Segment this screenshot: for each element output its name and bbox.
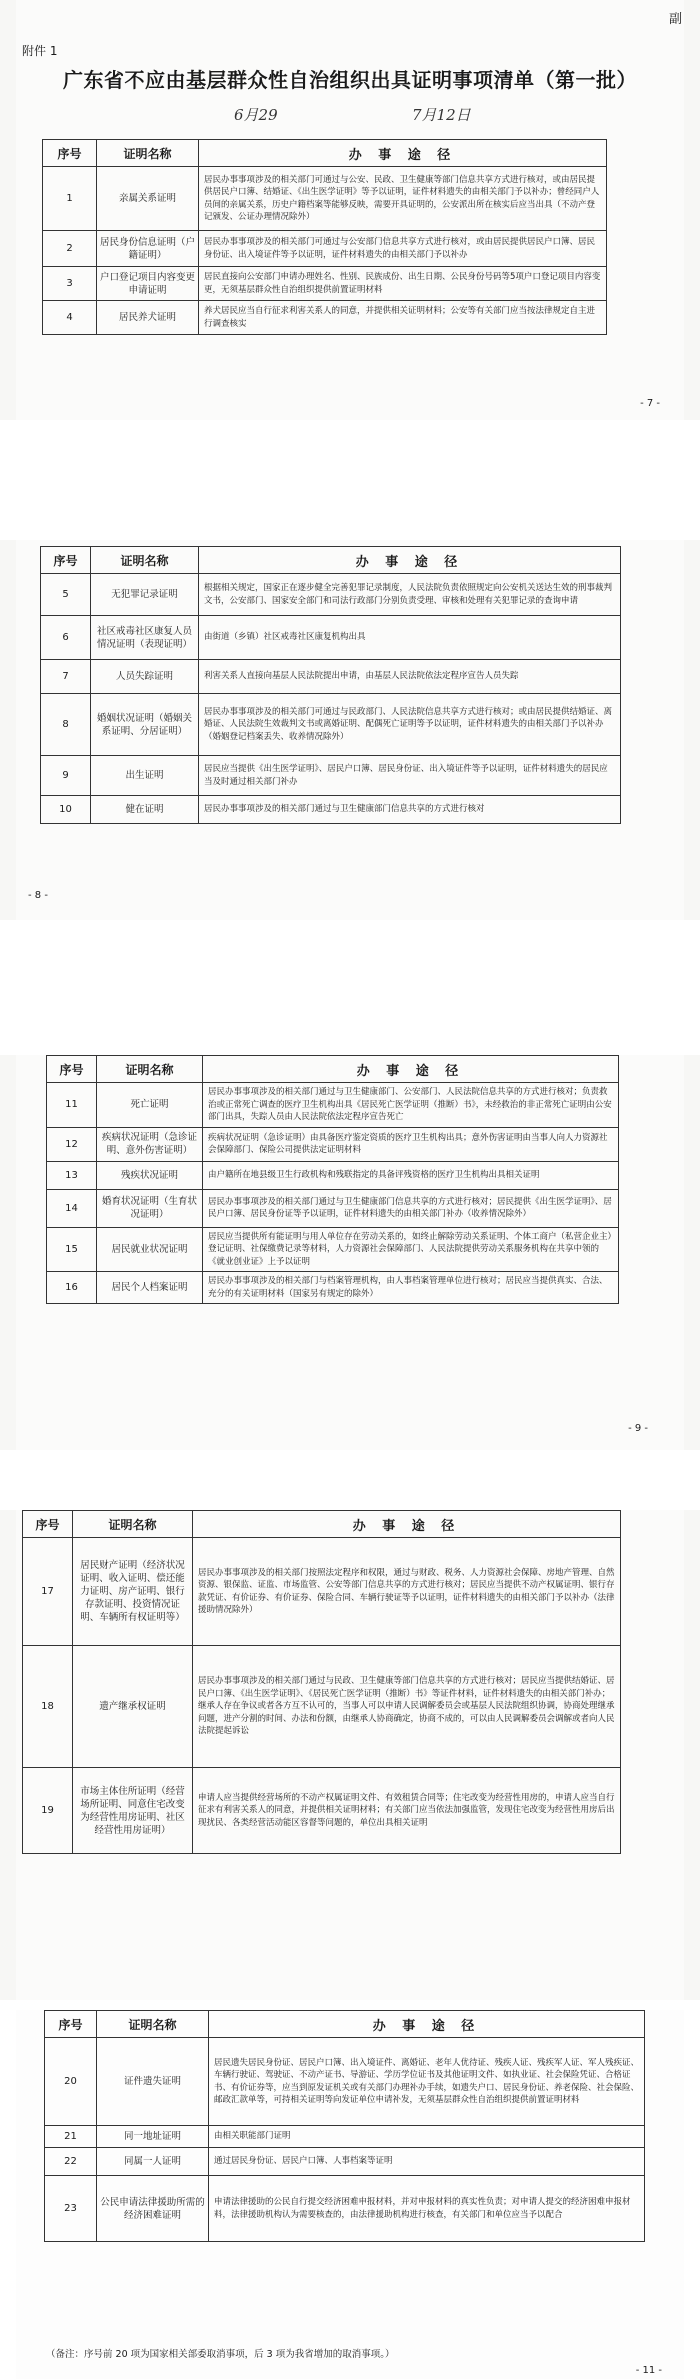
header-name: 证明名称 (91, 547, 199, 574)
header-way: 办 事 途 径 (199, 140, 607, 167)
row-number: 9 (41, 756, 91, 796)
table-row (43, 301, 607, 335)
handling-way: 利害关系人直接向基层人民法院提出申请，由基层人民法院依法定程序宣告人员失踪 (199, 660, 621, 694)
handling-way: 居民遗失居民身份证、居民户口簿、出入境证件、离婚证、老年人优待证、残疾人证、残疾军人证、军人残疾证、车辆行驶证、驾驶证、不动产证书、导游证、学历学位证书及其他证明文件、如执业证、社会保险凭证、合格证书、有价证券等，应当到原发证机关或有关部门办理补办手续，如遗失户口、居民身份证、养老保险、社会保险、邮政汇款单等，可持相关证明等向发证单位申请补发，无须基层群众性自治组织提供前置证明材料 (209, 2038, 645, 2126)
header-name: 证明名称 (97, 1056, 203, 1083)
row-number: 5 (41, 574, 91, 616)
certificate-name: 人员失踪证明 (91, 660, 199, 694)
handling-way: 申请人应当提供经营场所的不动产权属证明文件、有效租赁合同等；住宅改变为经营性用房的，申请人应当自行征求有利害关系人的同意，并提供相关证明材料；有关部门应当依法加强监管，发现住宅改变为经营性用房后出现扰民、各类经营活动能区容督等问题的，单位出具相关证明 (193, 1768, 621, 1854)
header-no: 序号 (47, 1056, 97, 1083)
handling-way: 居民办事事项涉及的相关部门按照法定程序和权限，通过与财政、税务、人力资源社会保障、房地产管理、自然资源、银保监、证监、市场监管、公安等部门信息共享的方式进行核对；居民应当提供不动产权属证明、银行存款凭证、有价证券、有价证券、保险合同、车辆行驶证等予以证明，证件材料遗失的由相关部门予以补办（法律援助情况除外） (193, 1538, 621, 1646)
page-sheet-4 (0, 1510, 700, 2000)
table-row (47, 1227, 619, 1272)
row-number: 1 (43, 167, 97, 231)
page-sheet-2 (0, 540, 700, 920)
header-way: 办 事 途 径 (203, 1056, 619, 1083)
certificate-name: 亲属关系证明 (97, 167, 199, 231)
certificate-name: 婚育状况证明（生育状况证明） (97, 1189, 203, 1227)
table-row (23, 1768, 621, 1854)
handling-way: 居民办事事项涉及的相关部门可通过与公安、民政、卫生健康等部门信息共享方式进行核对，或由居民提供居民户口簿、结婚证、《出生医学证明》等予以证明，证件材料遗失的由相关部门予以补办；曾经同户人员间的亲属关系，历史户籍档案等能够反映，需要开具证明的，公安派出所在核实后应当出具（不动产登记颁发、公证办理情况除外） (199, 167, 607, 231)
handling-way: 养犬居民应当自行征求利害关系人的同意，并提供相关证明材料；公安等有关部门应当按法律规定自主进行调查核实 (199, 301, 607, 335)
page-number: - 8 - (28, 890, 48, 901)
table-header-row (43, 140, 607, 167)
certificate-name: 居民个人档案证明 (97, 1272, 203, 1304)
row-number: 16 (47, 1272, 97, 1304)
page-sheet-3 (0, 1055, 700, 1450)
certificate-name: 残疾状况证明 (97, 1161, 203, 1189)
table-row (41, 574, 621, 616)
certificate-name: 出生证明 (91, 756, 199, 796)
page-number: - 7 - (640, 398, 660, 409)
header-name: 证明名称 (97, 2011, 209, 2038)
row-number: 17 (23, 1538, 73, 1646)
header-way: 办 事 途 径 (199, 547, 621, 574)
header-way: 办 事 途 径 (209, 2011, 645, 2038)
handling-way: 申请法律援助的公民自行提交经济困难申报材料，并对申报材料的真实性负责；对申请人提交的经济困难申报材料，法律援助机构认为需要核查的，由法律援助机构进行核查，有关部门和单位应当予以配合 (209, 2176, 645, 2242)
certificate-name: 遗产继承权证明 (73, 1646, 193, 1768)
handling-way: 居民应当提供所有能证明与用人单位存在劳动关系的，如终止解除劳动关系证明、个体工商户（私营企业主）登记证明、社保缴费记录等材料，人力资源社会保障部门、人民法院提供劳动关系服务机构在共享中领的《就业创业证》上予以证明 (203, 1227, 619, 1272)
row-number: 21 (45, 2126, 97, 2148)
table-row (41, 694, 621, 756)
table-header-row (41, 547, 621, 574)
certificate-table-page-8 (40, 546, 621, 824)
row-number: 22 (45, 2148, 97, 2176)
page-number: - 11 - (635, 2365, 662, 2376)
row-number: 2 (43, 231, 97, 267)
certificate-table-page-11 (44, 2010, 645, 2242)
corner-mark: 副 (668, 12, 682, 27)
table-row (45, 2038, 645, 2126)
handling-way: 居民直接向公安部门申请办理姓名、性别、民族成份、出生日期、公民身份号码等5项户口登记项目内容变更，无须基层群众性自治组织提供前置证明材料 (199, 267, 607, 301)
handling-way: 居民办事事项涉及的相关部门通过与卫生健康部门信息共享的方式进行核对；居民提供《出生医学证明》、居民户口簿、居民身份证等予以证明，证件材料遗失的由相关部门补办（收养情况除外） (203, 1189, 619, 1227)
certificate-table-page-7 (42, 139, 607, 335)
handling-way: 由相关职能部门证明 (209, 2126, 645, 2148)
certificate-name: 社区戒毒社区康复人员情况证明（表现证明） (91, 616, 199, 660)
page-sheet-5 (0, 2010, 700, 2379)
row-number: 3 (43, 267, 97, 301)
header-no: 序号 (23, 1511, 73, 1538)
certificate-name: 证件遗失证明 (97, 2038, 209, 2126)
row-number: 20 (45, 2038, 97, 2126)
row-number: 11 (47, 1083, 97, 1128)
certificate-name: 同一地址证明 (97, 2126, 209, 2148)
handling-way: 根据相关规定，国家正在逐步健全完善犯罪记录制度，人民法院负责依照规定向公安机关送达生效的刑事裁判文书，公安部门、国家安全部门和司法行政部门分别负责受理、审核和处理有关犯罪记录的查询申请 (199, 574, 621, 616)
handwritten-date-2: 7月12日 (412, 106, 471, 124)
handling-way: 居民应当提供《出生医学证明》、居民户口簿、居民身份证、出入境证件等予以证明，证件材料遗失的居民应当及时通过相关部门补办 (199, 756, 621, 796)
row-number: 8 (41, 694, 91, 756)
table-row (43, 167, 607, 231)
header-no: 序号 (43, 140, 97, 167)
table-row (41, 796, 621, 824)
certificate-name: 无犯罪记录证明 (91, 574, 199, 616)
certificate-table-page-9 (46, 1055, 619, 1304)
table-row (43, 231, 607, 267)
row-number: 14 (47, 1189, 97, 1227)
table-row (23, 1646, 621, 1768)
certificate-name: 居民身份信息证明（户籍证明） (97, 231, 199, 267)
table-row (47, 1127, 619, 1161)
handling-way: 居民办事事项涉及的相关部门通过与卫生健康部门信息共享的方式进行核对 (199, 796, 621, 824)
table-header-row (47, 1056, 619, 1083)
certificate-name: 居民养犬证明 (97, 301, 199, 335)
attachment-label: 附件 1 (22, 44, 58, 58)
certificate-name: 市场主体住所证明（经营场所证明、同意住宅改变为经营性用房证明、社区经营性用房证明） (73, 1768, 193, 1854)
header-no: 序号 (45, 2011, 97, 2038)
row-number: 18 (23, 1646, 73, 1768)
handling-way: 居民办事事项涉及的相关部门可通过与公安部门信息共享方式进行核对，或由居民提供居民户口簿、居民身份证、出入境证件等予以证明，证件材料遗失的由相关部门予以补办 (199, 231, 607, 267)
header-name: 证明名称 (73, 1511, 193, 1538)
row-number: 4 (43, 301, 97, 335)
table-header-row (23, 1511, 621, 1538)
table-row (41, 756, 621, 796)
page-sheet-1 (0, 0, 700, 420)
row-number: 10 (41, 796, 91, 824)
table-row (47, 1161, 619, 1189)
handling-way: 通过居民身份证、居民户口簿、人事档案等证明 (209, 2148, 645, 2176)
handwritten-date-1: 6月29 (234, 106, 278, 124)
header-way: 办 事 途 径 (193, 1511, 621, 1538)
certificate-name: 疾病状况证明（急诊证明、意外伤害证明） (97, 1127, 203, 1161)
certificate-name: 户口登记项目内容变更申请证明 (97, 267, 199, 301)
table-row (45, 2176, 645, 2242)
table-row (45, 2148, 645, 2176)
handling-way: 疾病状况证明（急诊证明）由具备医疗鉴定资质的医疗卫生机构出具；意外伤害证明由当事人向人力资源社会保障部门、保险公司提供法定证明材料 (203, 1127, 619, 1161)
footnote: （备注：序号前 20 项为国家相关部委取消事项，后 3 项为我省增加的取消事项。） (46, 2349, 395, 2360)
header-name: 证明名称 (97, 140, 199, 167)
table-row (43, 267, 607, 301)
certificate-name: 死亡证明 (97, 1083, 203, 1128)
handling-way: 由户籍所在地县级卫生行政机构和残联指定的具备评残资格的医疗卫生机构出具相关证明 (203, 1161, 619, 1189)
handling-way: 由街道（乡镇）社区戒毒社区康复机构出具 (199, 616, 621, 660)
row-number: 23 (45, 2176, 97, 2242)
certificate-table-page-10 (22, 1510, 621, 1854)
row-number: 15 (47, 1227, 97, 1272)
certificate-name: 健在证明 (91, 796, 199, 824)
page-number: - 9 - (628, 1423, 648, 1434)
table-row (47, 1083, 619, 1128)
row-number: 19 (23, 1768, 73, 1854)
table-row (47, 1272, 619, 1304)
row-number: 13 (47, 1161, 97, 1189)
table-row (41, 660, 621, 694)
row-number: 7 (41, 660, 91, 694)
certificate-name: 公民申请法律援助所需的经济困难证明 (97, 2176, 209, 2242)
handling-way: 居民办事事项涉及的相关部门与档案管理机构，由人事档案管理单位进行核对；居民应当提供真实、合法、充分的有关证明材料（国家另有规定的除外） (203, 1272, 619, 1304)
document-title: 广东省不应由基层群众性自治组织出具证明事项清单（第一批） (63, 68, 637, 92)
handling-way: 居民办事事项涉及的相关部门可通过与民政部门、人民法院信息共享方式进行核对；或由居民提供结婚证、离婚证、人民法院生效裁判文书或离婚证明、配偶死亡证明等予以证明，证件材料遗失的由相关部门予以补办（婚姻登记档案丢失、收养情况除外） (199, 694, 621, 756)
table-header-row (45, 2011, 645, 2038)
certificate-name: 居民就业状况证明 (97, 1227, 203, 1272)
handling-way: 居民办事事项涉及的相关部门通过与卫生健康部门、公安部门、人民法院信息共享的方式进行核对；负责救治或正常死亡调查的医疗卫生机构出具《居民死亡医学证明（推断）书》，未经救治的非正常死亡证明由公安部门出具，失踪人员由人民法院依法定程序宣告死亡 (203, 1083, 619, 1128)
table-row (23, 1538, 621, 1646)
certificate-name: 居民财产证明（经济状况证明、收入证明、偿还能力证明、房产证明、银行存款证明、投资情况证明、车辆所有权证明等） (73, 1538, 193, 1646)
table-row (47, 1189, 619, 1227)
table-row (41, 616, 621, 660)
certificate-name: 同属一人证明 (97, 2148, 209, 2176)
row-number: 6 (41, 616, 91, 660)
handling-way: 居民办事事项涉及的相关部门通过与民政、卫生健康等部门信息共享的方式进行核对；居民应当提供结婚证、居民户口簿、《出生医学证明》、《居民死亡医学证明（推断）书》等证件材料，证件材料遗失的由相关部门补办；继承人存在争议或者各方互不认可的，当事人可以申请人民调解委员会或基层人民法院组织协调，协商处理继承问题，进产分割的时间、办法和份额，由继承人协商确定，协商不成的，可以由人民调解委员会调解或者向人民法院提起诉讼 (193, 1646, 621, 1768)
header-no: 序号 (41, 547, 91, 574)
certificate-name: 婚姻状况证明（婚姻关系证明、分居证明） (91, 694, 199, 756)
table-row (45, 2126, 645, 2148)
row-number: 12 (47, 1127, 97, 1161)
